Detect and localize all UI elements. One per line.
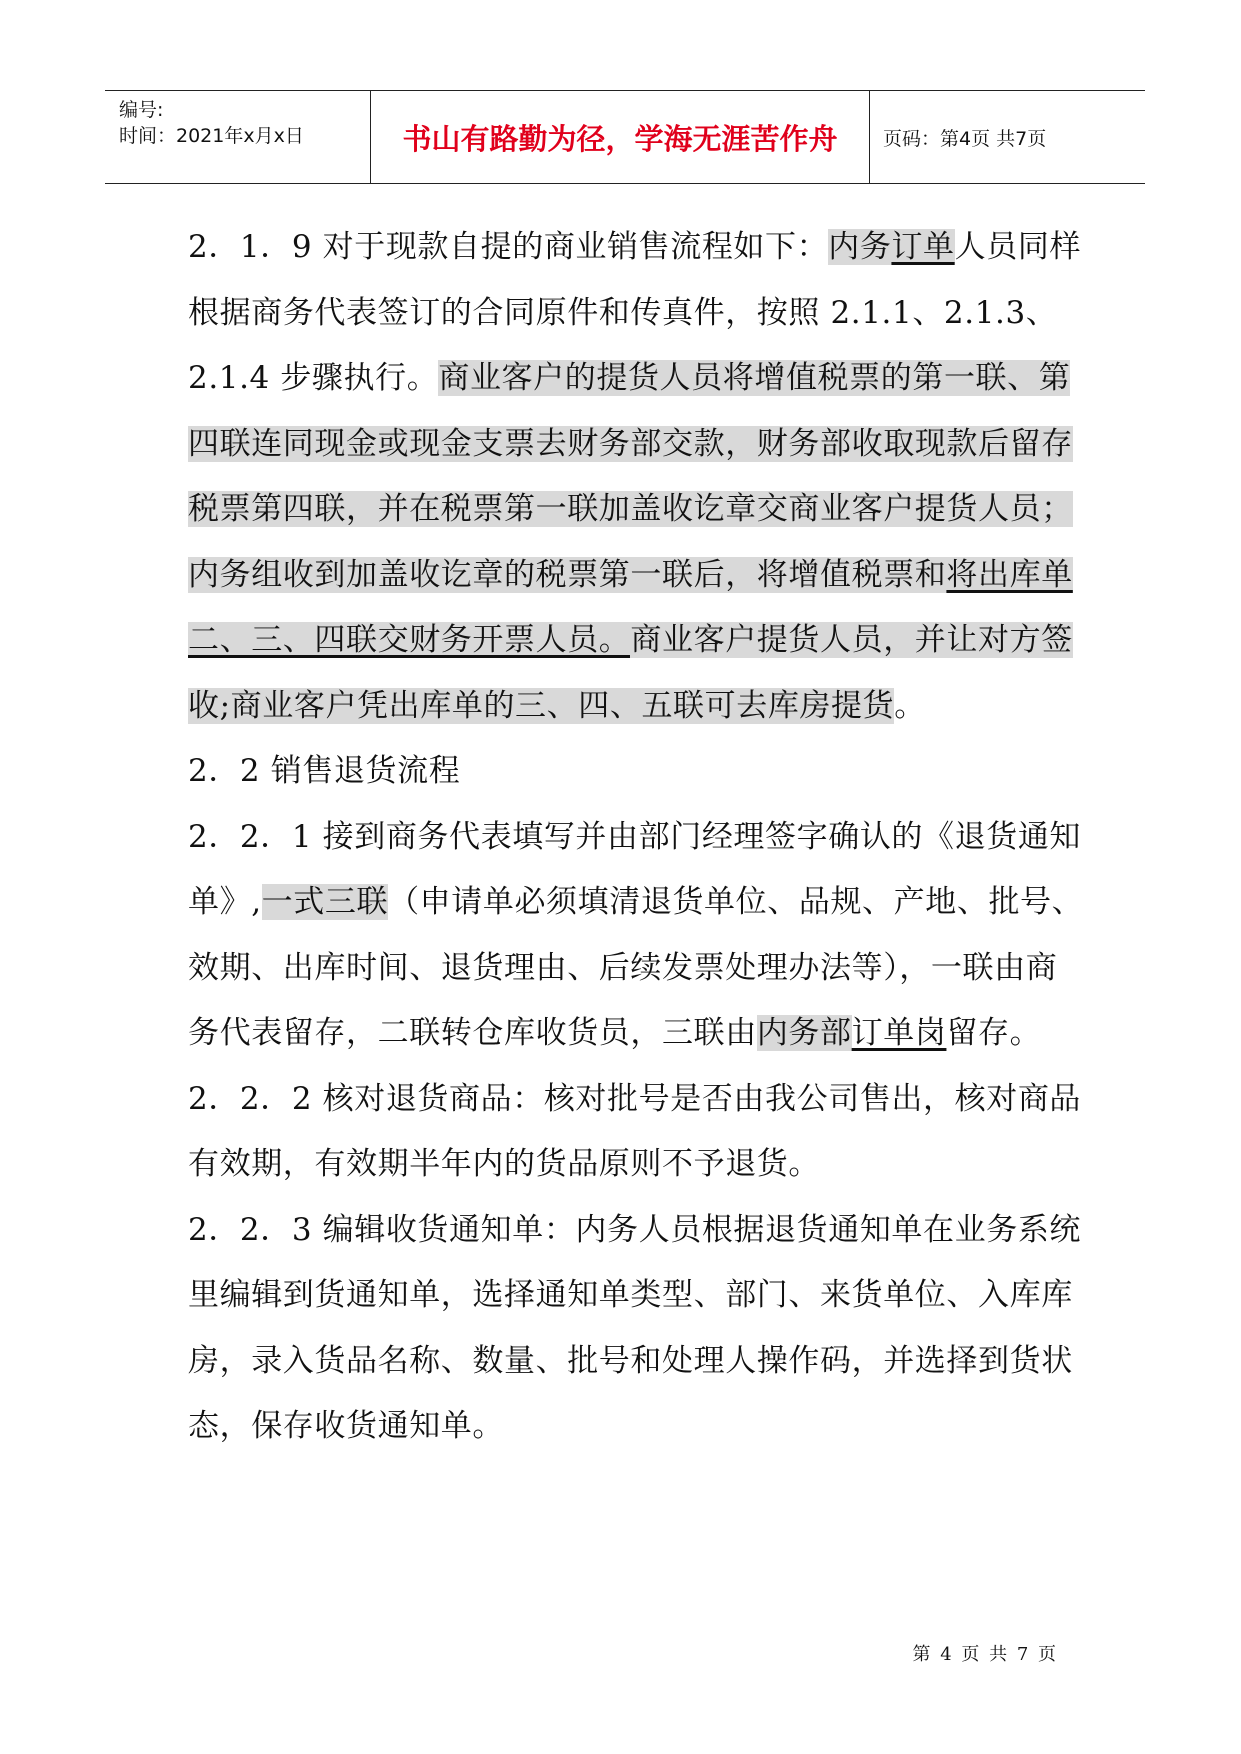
paragraph-2-1-9 (188, 215, 1088, 739)
text-run: 留存。 (946, 1015, 1042, 1051)
highlighted-text: 商业客户的提货人员将增值税票的第一联、第四联连同现金或现金支票去财务部交款，财务部收取现款后留存税票第四联，并在税票第一联加盖收讫章交商业客户提货人员；内务组收到加盖收讫章的税票第一联后，将增值税票和 (188, 360, 1073, 593)
text-run: 。 (894, 687, 926, 724)
motto: 书山有路勤为径，学海无涯苦作舟 (370, 91, 870, 183)
text-run: 2．1．9 对于现款自提的商业销售流程如下： (188, 229, 829, 265)
paragraph-2-2-2: 2．2．2 核对退货商品：核对批号是否由我公司售出，核对商品有效期，有效期半年内的货品原则不予退货。 (188, 1080, 1082, 1182)
document-body (188, 215, 1088, 1460)
highlighted-text: 内务部 (756, 1015, 852, 1051)
header-info-cell (105, 91, 370, 183)
text-run: 人员同样根据商务代表签订的合同原件和传真件，按照 2.1.1、2.1.3、2.1.4 步骤执行。 (188, 229, 1082, 396)
underlined-text: 订单岗 (851, 1015, 947, 1051)
time-label: 时间：2021年x月x日 (119, 125, 304, 147)
page-footer: 第 4 页 共 7 页 (912, 1644, 1058, 1665)
highlighted-text: 商业客户提货人员，并让对方签收;商业客户凭出库单的三、四、五联可去库房提货 (188, 622, 1073, 724)
heading-2-2: 2．2 销售退货流程 (188, 753, 461, 789)
highlighted-text: 内务 (828, 229, 892, 265)
text-run: 2．2．1 接到商务代表填写并由部门经理签字确认的《退货通知单》, (188, 818, 1082, 920)
page-code: 页码：第4页 共7页 (883, 127, 1047, 150)
text-run: （申请单必须填清退货单位、品规、产地、批号、效期、出库时间、退货理由、后续发票处理办法等），一联由商务代表留存，二联转仓库收货员，三联由 (188, 884, 1084, 1051)
page-header (105, 90, 1145, 184)
paragraph-2-2-3: 2．2．3 编辑收货通知单：内务人员根据退货通知单在业务系统里编辑到货通知单，选择通知单类型、部门、来货单位、入库库房，录入货品名称、数量、批号和处理人操作码，并选择到货状态，保存收货通知单。 (188, 1211, 1082, 1444)
highlighted-underlined-text: 订单 (891, 229, 955, 265)
highlighted-underlined-text: 将出库单二、三、四联交财务开票人员。 (188, 556, 1073, 658)
highlighted-text: 一式三联 (261, 884, 389, 920)
paragraph-2-2-1 (188, 805, 1088, 1067)
number-label: 编号: (119, 99, 164, 121)
